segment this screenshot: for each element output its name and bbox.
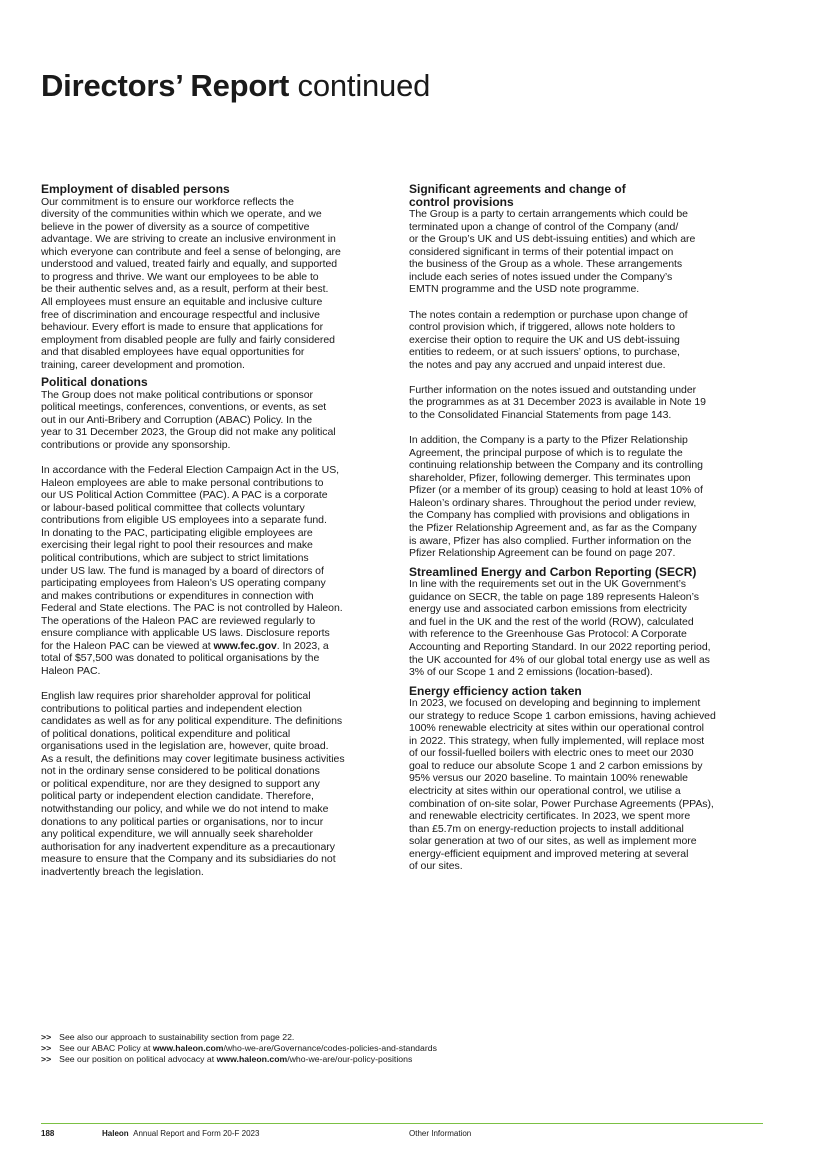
text-line: 3% of our Scope 1 and 2 emissions (location-based). (409, 666, 653, 679)
text-line: the notes and pay any accrued and unpaid interest due. (409, 358, 666, 371)
text-line: any political expenditure, we will annually seek shareholder (41, 828, 313, 841)
text-line: The Group is a party to certain arrangements which could be (409, 208, 688, 221)
para-political-2 (41, 464, 394, 677)
text-line: Agreement, the principal purpose of which is to regulate the (409, 446, 683, 459)
text-line: than £5.7m on energy-reduction projects to install additional (409, 822, 684, 835)
text-line: and makes contributions or expenditures in connection with (41, 589, 314, 602)
footnote-link-domain[interactable]: www.haleon.com (152, 1043, 224, 1054)
text-line: solar generation at two of our sites, as well as implement more (409, 835, 697, 848)
text-line: English law requires prior shareholder approval for political (41, 690, 311, 703)
heading-line: control provisions (409, 194, 514, 209)
text-line: shareholder, Pfizer, following demerger. This terminates upon (409, 471, 691, 484)
text-line: considered significant in terms of their potential impact on (409, 245, 674, 258)
para-significant-2 (409, 309, 767, 372)
text-line: the Pfizer Relationship Agreement and, as far as the Company (409, 522, 697, 534)
text-line-fec (41, 640, 394, 653)
text-line: include each series of notes issued under the Company’s (409, 270, 673, 283)
text-line: As a result, the definitions may cover legitimate business activities (41, 752, 345, 765)
arrow-icon: >> (41, 1032, 52, 1042)
arrow-icon: >> (41, 1054, 52, 1065)
text-line: believe in the power of diversity as a source of competitive (41, 220, 310, 233)
text-line: the Company has complied with provisions and obligations in (409, 509, 690, 522)
footnote-text: See our ABAC Policy at (59, 1043, 153, 1054)
footnote-link-path[interactable]: /who-we-are/Governance/codes-policies-and-standards (223, 1043, 437, 1054)
text-line: to the Consolidated Financial Statements from page 143. (409, 409, 672, 422)
title-light: continued (289, 68, 431, 103)
text-line: The Group does not make political contributions or sponsor (41, 388, 313, 401)
footer-brand (102, 1129, 259, 1139)
text-line: 95% versus our 2020 baseline. To maintain 100% renewable (409, 772, 688, 785)
text-line: total of $57,500 was donated to political organisations by the (41, 652, 320, 665)
footnote-link-path[interactable]: /who-we-are/our-policy-positions (287, 1054, 413, 1065)
left-column (41, 183, 394, 878)
page-number: 188 (41, 1129, 55, 1138)
text-line: be their authentic selves and, as a result, perform at their best. (41, 283, 329, 296)
text-line: measure to ensure that the Company and its subsidiaries do not (41, 853, 336, 866)
text-line: inadvertently breach the legislation. (41, 865, 204, 878)
footnote-text: See our position on political advocacy at (59, 1054, 217, 1065)
text-line: In accordance with the Federal Election Campaign Act in the US, (41, 464, 340, 477)
text-line: entities to redeem, or at such issuers’ options, to purchase, (409, 346, 680, 359)
text-line: and fuel in the UK and the rest of the world (ROW), calculated (409, 615, 694, 628)
text-line: authorisation for any inadvertent expenditure as a precautionary (41, 840, 335, 853)
footer-section: Other Information (409, 1129, 472, 1138)
para-secr (409, 578, 767, 678)
text-line: exercising their legal right to pool their resources and make (41, 539, 313, 552)
footnote-abac (41, 1043, 437, 1054)
page-title (41, 66, 430, 106)
right-column (409, 183, 767, 873)
text-line: ensure compliance with applicable US laws. Disclosure reports (41, 627, 330, 640)
text-line: or political expenditure, nor are they designed to support any (41, 777, 320, 790)
text-line: goal to reduce our absolute Scope 1 and 2 carbon emissions by (409, 759, 703, 772)
text-line: notwithstanding our policy, and while we do not intend to make (41, 802, 329, 815)
text-line: employment from disabled people are fully and fairly considered (41, 333, 335, 346)
footnote-sustainability (41, 1032, 437, 1043)
para-political-1 (41, 389, 394, 452)
text-line: In line with the requirements set out in the UK Government’s (409, 578, 686, 591)
para-significant-3 (409, 384, 767, 422)
text-line: guidance on SECR, the table on page 189 represents Haleon’s (409, 590, 699, 603)
para-significant-4 (409, 434, 767, 559)
text-line: training, career development and promotion. (41, 358, 245, 371)
text-line: political contributions, which are subject to strict limitations (41, 552, 309, 564)
text-line: or the Group’s UK and US debt-issuing entities) and which are (409, 233, 696, 246)
text-line: combination of on-site solar, Power Purchase Agreements (PPAs), (409, 797, 714, 810)
para-energy (409, 697, 767, 873)
footnote-link-domain[interactable]: www.haleon.com (216, 1054, 288, 1065)
text-line: In addition, the Company is a party to the Pfizer Relationship (409, 434, 688, 447)
text-line: candidates as well as for any political expenditure. The definitions (41, 715, 343, 728)
para-significant-1 (409, 208, 767, 296)
heading-line: Significant agreements and change of (409, 182, 626, 196)
fec-link[interactable]: www.fec.gov (213, 639, 277, 652)
text-line: 100% renewable electricity at sites within our operational control (409, 722, 704, 735)
text-line: out in our Anti-Bribery and Corruption (ABAC) Policy. In the (41, 413, 313, 426)
fec-suffix: . In 2023, a (276, 639, 329, 652)
text-line: of our sites. (409, 860, 463, 873)
text-line: In donating to the PAC, participating eligible employees are (41, 526, 313, 539)
heading-political-donations: Political donations (41, 375, 148, 390)
text-line: the programmes as at 31 December 2023 is available in Note 19 (409, 396, 706, 409)
heading-energy-efficiency: Energy efficiency action taken (409, 683, 582, 698)
text-line: terminated upon a change of control of the Company (and/ (409, 220, 679, 233)
text-line: contributions to political parties and independent election (41, 702, 302, 715)
report-name: Annual Report and Form 20-F 2023 (133, 1129, 260, 1138)
text-line: The notes contain a redemption or purchase upon change of (409, 308, 688, 321)
fec-prefix: for the Haleon PAC can be viewed at (41, 639, 214, 652)
text-line: Our commitment is to ensure our workforce reflects the (41, 195, 294, 208)
text-line: and that disabled employees have equal opportunities for (41, 346, 305, 359)
text-line: Pfizer (or a member of its group) ceasing to hold at least 10% of (409, 484, 703, 497)
arrow-icon: >> (41, 1043, 52, 1054)
text-line: Haleon’s ordinary shares. Throughout the period under review, (409, 496, 697, 509)
text-line: not in the ordinary sense considered to be political donations (41, 765, 320, 778)
text-line: and renewable electricity certificates. In 2023, we spent more (409, 810, 691, 823)
text-line: energy-efficient equipment and improved metering at several (409, 847, 689, 860)
text-line: Haleon PAC. (41, 664, 101, 677)
footnote-advocacy (41, 1054, 437, 1065)
text-line: Pfizer Relationship Agreement can be found on page 207. (409, 547, 676, 560)
text-line: which everyone can contribute and feel a sense of belonging, are (41, 245, 341, 258)
text-line: of our fossil-fuelled boilers with electric ones to meet our 2030 (409, 747, 694, 760)
text-line: is aware, Pfizer has also complied. Further information on the (409, 534, 692, 547)
text-line: in 2022. This strategy, when fully implemented, will replace most (409, 734, 705, 747)
text-line: political party or independent election candidate. Therefore, (41, 790, 314, 803)
text-line: to progress and thrive. We want our employees to be able to (41, 270, 319, 283)
text-line: contributions or provide any sponsorship. (41, 439, 231, 452)
text-line: with reference to the Greenhouse Gas Protocol: A Corporate (409, 628, 687, 641)
heading-significant-agreements (409, 183, 767, 208)
para-employment-disabled (41, 196, 394, 372)
text-line: the UK accounted for 4% of our global total energy use as well as (409, 653, 710, 666)
para-political-3 (41, 690, 394, 878)
text-line: Further information on the notes issued and outstanding under (409, 383, 697, 396)
text-line: control provision which, if triggered, allows note holders to (409, 321, 676, 334)
text-line: continuing relationship between the Company and its controlling (409, 459, 703, 472)
text-line: advantage. We are striving to create an inclusive environment in (41, 233, 336, 246)
text-line: the business of the Group as a whole. These arrangements (409, 258, 683, 271)
brand-name: Haleon (102, 1129, 129, 1138)
text-line: behaviour. Every effort is made to ensure that applications for (41, 321, 324, 334)
heading-employment-disabled: Employment of disabled persons (41, 182, 230, 196)
heading-secr: Streamlined Energy and Carbon Reporting (SECR) (409, 564, 697, 579)
text-line: energy use and associated carbon emissions from electricity (409, 603, 687, 616)
text-line: donations to any political parties or organisations, nor to incur (41, 815, 324, 828)
footnote-text[interactable]: See also our approach to sustainability section from page 22. (59, 1032, 295, 1042)
text-line: of political donations, political expenditure and political (41, 727, 291, 740)
footnotes (41, 1032, 437, 1066)
text-line: EMTN programme and the USD note programme. (409, 283, 640, 296)
text-line: understood and valued, treated fairly and equally, and supported (41, 258, 338, 271)
text-line: organisations used in the legislation are, however, quite broad. (41, 740, 329, 753)
text-line: All employees must ensure an equitable and inclusive culture (41, 295, 323, 308)
text-line: In 2023, we focused on developing and beginning to implement (409, 697, 701, 710)
text-line: political meetings, conferences, conventions, or events, as set (41, 401, 327, 414)
text-line: our strategy to reduce Scope 1 carbon emissions, having achieved (409, 709, 716, 722)
text-line: Federal and State elections. The PAC is not controlled by Haleon. (41, 602, 343, 615)
text-line: under US law. The fund is managed by a board of directors of (41, 564, 324, 577)
footer-divider (41, 1123, 763, 1124)
text-line: free of discrimination and encourage respectful and inclusive (41, 308, 320, 321)
text-line: Accounting and Reporting Standard. In our 2022 reporting period, (409, 640, 711, 653)
text-line: exercise their option to require the UK and US debt-issuing (409, 333, 680, 346)
text-line: participating employees from Haleon’s US operating company (41, 577, 326, 590)
text-line: Haleon employees are able to make personal contributions to (41, 476, 324, 489)
text-line: year to 31 December 2023, the Group did not make any political (41, 426, 336, 439)
text-line: or labour-based political committee that collects voluntary (41, 501, 305, 514)
title-bold: Directors’ Report (41, 68, 290, 103)
text-line: electricity at sites within our operational control, we utilise a (409, 785, 681, 798)
text-line: diversity of the communities within which we operate, and we (41, 208, 322, 221)
text-line: contributions from eligible US employees into a separate fund. (41, 514, 327, 527)
text-line: our US Political Action Committee (PAC). A PAC is a corporate (41, 489, 328, 502)
text-line: The operations of the Haleon PAC are reviewed regularly to (41, 614, 316, 627)
